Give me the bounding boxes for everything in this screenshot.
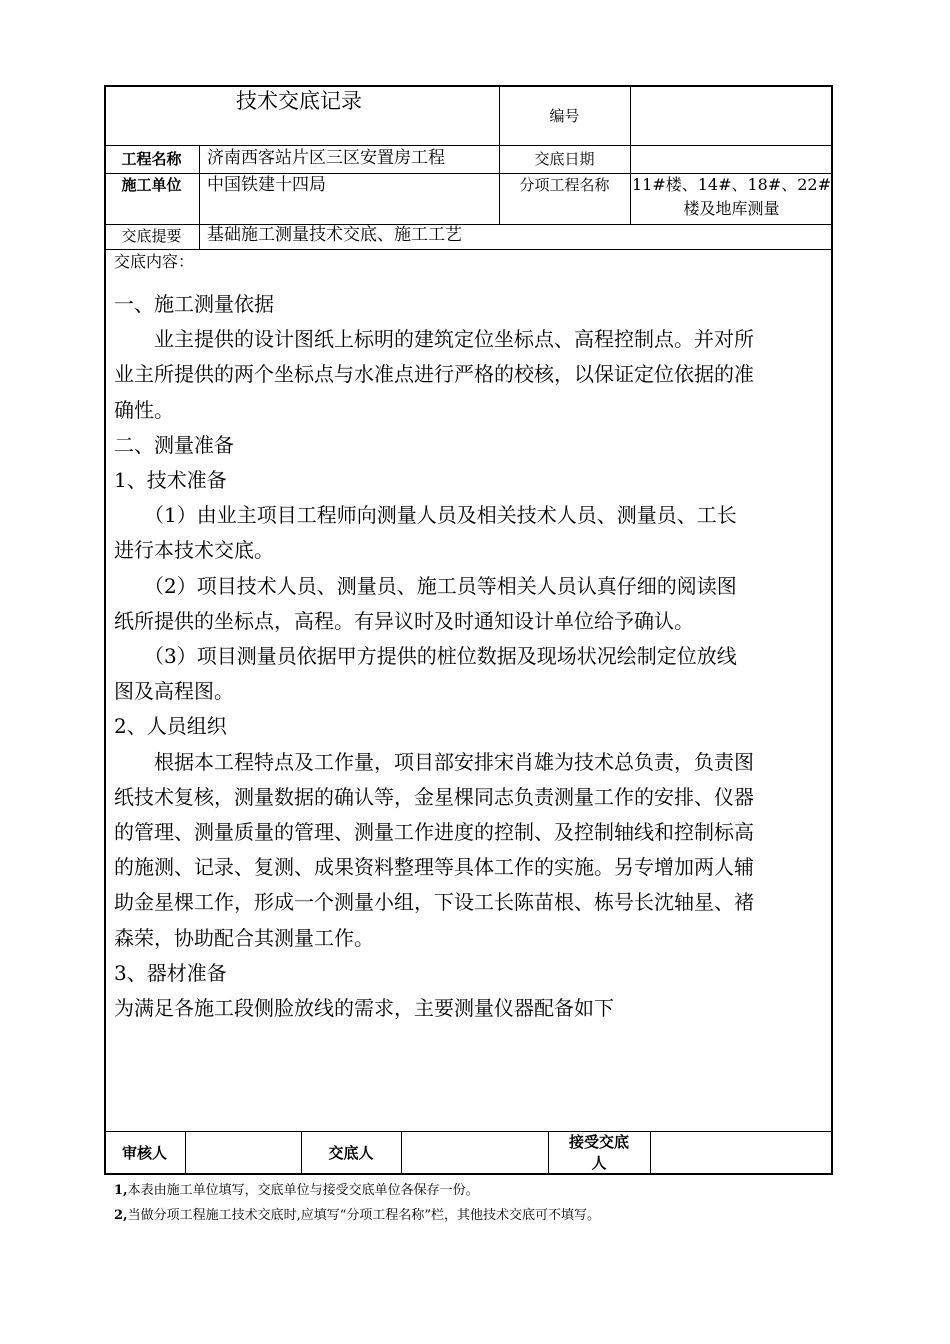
rule-header-bottom <box>104 145 833 146</box>
rule-sig-3 <box>401 1131 402 1175</box>
rule-sig-1 <box>185 1131 186 1175</box>
content-line: 森荣，协助配合其测量工作。 <box>114 925 374 950</box>
subproject-value-line2: 楼及地库测量 <box>683 199 780 218</box>
rule-sig-5 <box>650 1131 651 1175</box>
content-line: 业主提供的设计图纸上标明的建筑定位坐标点、高程控制点。并对所 <box>114 327 754 352</box>
content-line: 根据本工程特点及工作量，项目部安排宋肖雄为技术总负责，负责图 <box>114 749 754 774</box>
receiver-field[interactable] <box>655 1144 827 1164</box>
content-line: 纸所提供的坐标点，高程。有异议时及时通知设计单位给予确认。 <box>114 608 694 633</box>
date-label: 交底日期 <box>534 150 595 168</box>
rule-project-bottom <box>104 173 833 174</box>
unit-label: 施工单位 <box>121 176 182 194</box>
discloser-field[interactable] <box>406 1144 543 1164</box>
reviewer-field[interactable] <box>190 1144 296 1164</box>
rule-label-col <box>199 145 200 249</box>
number-value[interactable] <box>640 109 825 129</box>
summary-label: 交底提要 <box>121 227 182 245</box>
receiver-label-line1: 接受交底 <box>568 1133 629 1151</box>
date-value[interactable] <box>640 150 825 168</box>
number-label: 编号 <box>549 107 580 125</box>
content-line: 1、技术准备 <box>114 468 227 492</box>
footnote-2-text: 当做分项工程施工技术交底时,应填写“分项工程名称”栏，其他技术交底可不填写。 <box>127 1208 601 1223</box>
content-line: 2、人员组织 <box>114 714 227 739</box>
footnote-1 <box>114 1184 479 1197</box>
discloser-label: 交底人 <box>328 1144 374 1162</box>
subproject-label: 分项工程名称 <box>519 176 610 194</box>
content-line: 一、施工测量依据 <box>114 292 274 316</box>
content-line: 助金星棵工作，形成一个测量小组，下设工长陈苗根、栋号长沈轴星、褚 <box>114 890 754 915</box>
rule-summary-bottom <box>104 249 833 250</box>
subproject-value-line1: 11#楼、14#、18#、22# <box>631 175 832 194</box>
project-name-label: 工程名称 <box>121 150 182 168</box>
footnote-1-text: 本表由施工单位填写，交底单位与接受交底单位各保存一份。 <box>127 1183 479 1198</box>
rule-signature-top <box>104 1131 833 1132</box>
footnote-2 <box>114 1209 600 1222</box>
content-line: （3）项目测量员依据甲方提供的桩位数据及现场状况绘制定位放线 <box>114 644 737 668</box>
receiver-label-line2: 人 <box>591 1154 607 1172</box>
content-line: 纸技术复核，测量数据的确认等，金星棵同志负责测量工作的安排、仪器 <box>114 784 754 809</box>
content-line: 二、测量准备 <box>114 432 234 457</box>
unit-value: 中国铁建十四局 <box>207 175 326 195</box>
content-line: 为满足各施工段侧脸放线的需求，主要测量仪器配备如下 <box>114 996 614 1020</box>
content-line: 进行本技术交底。 <box>114 538 274 563</box>
content-line: （2）项目技术人员、测量员、施工员等相关人员认真仔细的阅读图 <box>114 573 737 598</box>
content-label: 交底内容： <box>114 252 195 271</box>
content-line: 确性。 <box>114 397 174 422</box>
project-name-value: 济南西客站片区三区安置房工程 <box>207 148 445 168</box>
content-line: 的管理、测量质量的管理、测量工作进度的控制、及控制轴线和控制标高 <box>114 820 754 844</box>
footnote-2-num: 2, <box>114 1208 128 1223</box>
content-line: 3、器材准备 <box>114 960 227 985</box>
content-line: 的施测、记录、复测、成果资料整理等具体工作的实施。另专增加两人辅 <box>114 855 754 880</box>
page-title: 技术交底记录 <box>236 89 362 113</box>
footnote-1-num: 1, <box>114 1183 128 1198</box>
reviewer-label: 审核人 <box>121 1144 167 1162</box>
content-line: 业主所提供的两个坐标点与水准点进行严格的校核，以保证定位依据的准 <box>114 362 754 387</box>
content-line: （1）由业主项目工程师向测量人员及相关技术人员、测量员、工长 <box>114 503 737 528</box>
summary-value: 基础施工测量技术交底、施工工艺 <box>207 225 462 245</box>
content-line: 图及高程图。 <box>114 679 234 704</box>
